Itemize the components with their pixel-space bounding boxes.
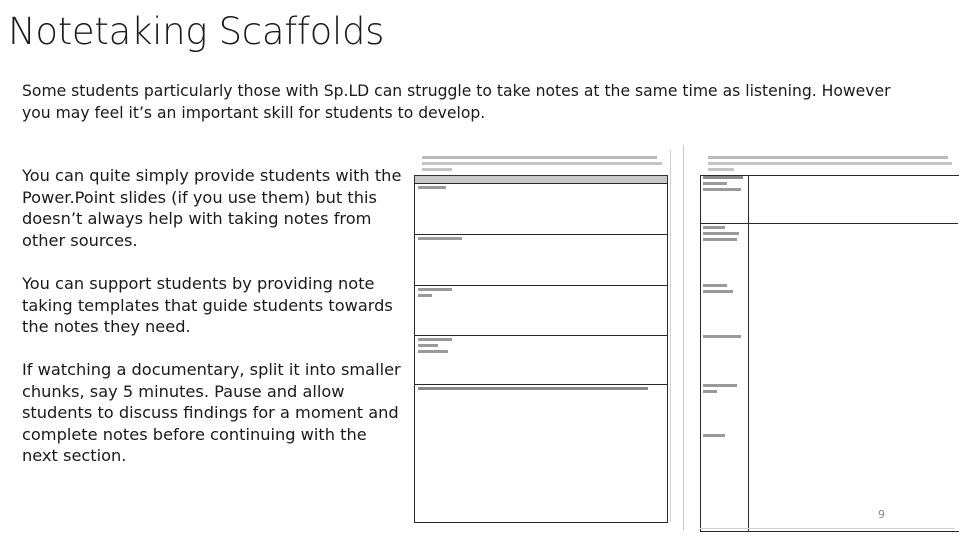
- template-thumbnail-left: [408, 150, 671, 522]
- paragraph-templates: You can support students by providing note taking templates that guide students towards the notes they need.: [22, 274, 393, 336]
- paragraph-documentary: If watching a documentary, split it into smaller chunks, say 5 minutes. Pause and allow students to discuss findings for a moment and complete notes before continuing with the next section.: [22, 360, 401, 465]
- template-thumbnail-right: [683, 145, 956, 530]
- divider-line: [700, 528, 955, 529]
- intro-text: Some students particularly those with Sp.LD can struggle to take notes at the same time as listening. However you may feel it’s an important skill for students to develop.: [22, 82, 891, 122]
- paragraph-powerpoint: You can quite simply provide students with the Power.Point slides (if you use them) but this doesn’t always help with taking notes from other sources.: [22, 166, 402, 250]
- slide-title: Notetaking Scaffolds: [8, 10, 385, 53]
- page-number: 9: [878, 508, 885, 521]
